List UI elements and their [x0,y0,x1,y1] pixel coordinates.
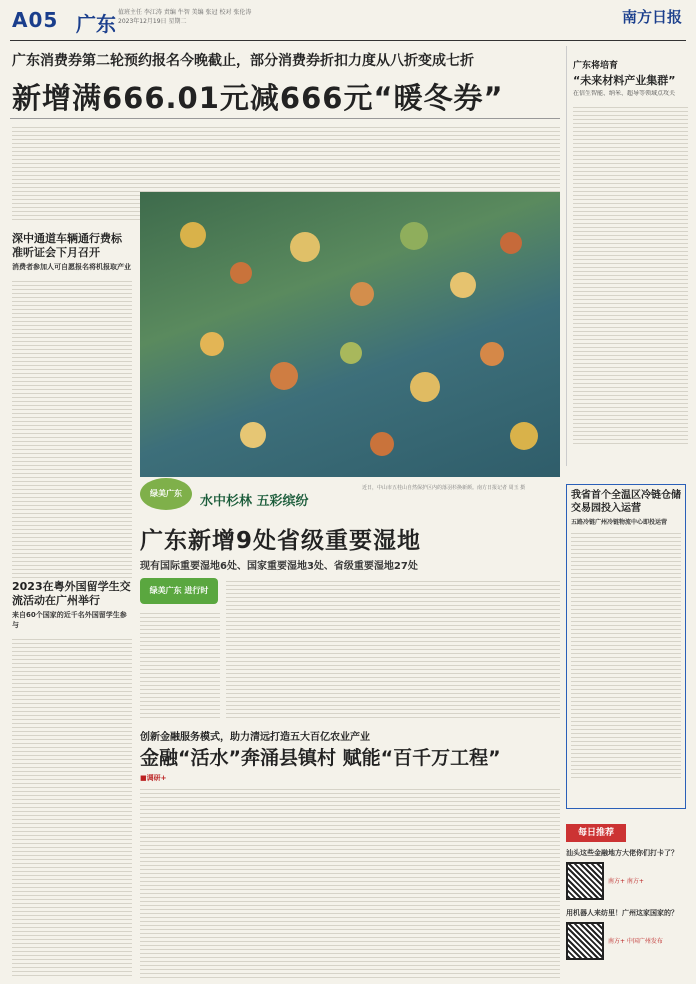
page-number: A05 [12,8,59,32]
daily-badge: 每日推荐 [566,824,626,842]
wetland-subheadline: 现有国际重要湿地6处、国家重要湿地3处、省级重要湿地27处 [140,561,418,572]
page-header [0,0,696,40]
daily-item1-source: 南方+ 南方+ [608,877,644,885]
daily-recommend [566,818,686,978]
editor-meta [118,8,378,26]
lead-kicker: 广东消费券第二轮预约报名今晚截止，部分消费券折扣力度从八折变成七折 [12,53,474,69]
meta-date: 2023年12月19日 星期二 [118,18,187,25]
left-story [12,232,132,578]
left-story2-title: 2023在粤外国留学生交流活动在广州举行 [12,580,131,607]
sidebar-title: “未来材料产业集群” [573,74,676,87]
finance-headline: 金融“活水”奔涌县镇村 赋能“百千万工程” [140,747,501,769]
photo-caption: 水中杉林 五彩缤纷 [200,494,309,509]
qr-code-1[interactable] [566,862,604,900]
sidebar-story [566,46,688,466]
left-story-body [12,278,132,578]
cold-chain-title: 我省首个全温区冷链仓储交易园投入运营 [571,490,681,514]
green-guangdong-badge: 绿美广东 [140,478,192,510]
left-story-2 [12,580,132,976]
wetland-body-col1 [140,610,220,718]
daily-item2-source: 南方+ 中国广州发布 [608,937,663,945]
wetland-headline: 广东新增9处省级重要湿地 [140,528,422,554]
sidebar-subtitle: 在信生智能、纳米、超导等领域点攻关 [573,90,676,97]
cold-chain-box [566,484,686,809]
sidebar-kicker: 广东将培育 [573,61,619,71]
finance-author: ■调研+ [140,774,167,782]
finance-kicker: 创新金融服务模式，助力清远打造五大百亿农业产业 [140,732,370,743]
photo-credit: 近日，中山市五桂山自然保护区内的落羽杉换新颜。南方日报记者 周玉 摄 [362,485,526,491]
left-story-title: 深中通道车辆通行费标准听证会下月召开 [12,232,122,259]
sidebar-body-text [573,104,688,444]
newspaper-logo: 南方日报 [621,8,682,26]
lead-headline: 新增满666.01元减666元“暖冬券” [12,81,504,115]
daily-item-1[interactable]: 汕头这些金融地方大佬你们打卡了？ [566,849,678,857]
section-title: 广东 [76,12,116,36]
left-story-subtitle: 消费者参加人可自愿报名将机报取产业 [12,263,131,271]
wetland-body [226,578,560,718]
headline-divider [10,118,560,119]
wetland-badge: 绿美广东 进行时 [140,578,218,604]
wetland-photo [140,192,560,477]
left-story2-body [12,636,132,976]
finance-body [140,786,560,978]
cold-chain-body [571,530,681,780]
qr-code-2[interactable] [566,922,604,960]
cold-chain-subtitle: 五路冷链广州冷链物流中心即投运营 [571,519,668,526]
left-story2-subtitle: 来自60个国家的近千名外国留学生参与 [12,611,127,629]
meta-editors: 值班主任 李江涛 责编 牛智 美编 张冠 校对 张伦涛 [118,9,252,16]
daily-item-2[interactable]: 用机器人来纺里！广州这家国家的？ [566,909,678,917]
header-rule [10,40,686,41]
